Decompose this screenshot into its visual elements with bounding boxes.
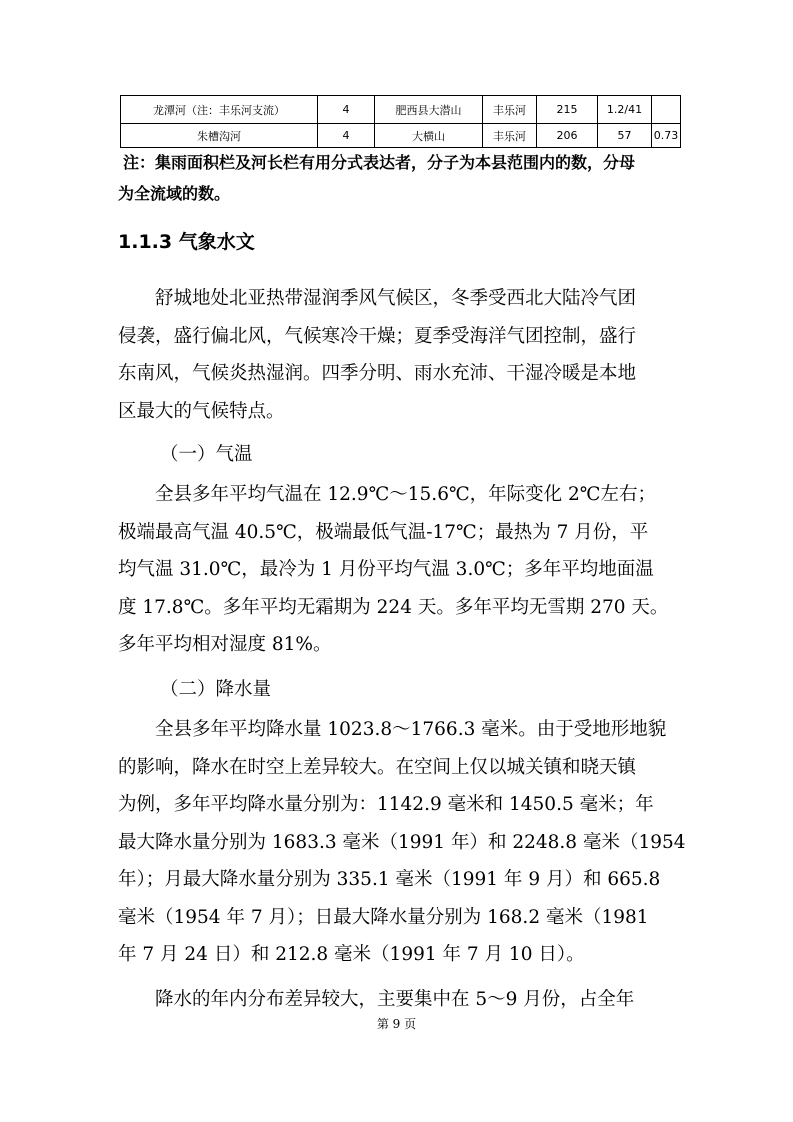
text-line: 均气温 31.0℃，最冷为 1 月份平均气温 3.0℃；多年平均地面温 bbox=[118, 559, 654, 580]
table-cell bbox=[652, 96, 681, 124]
intro-paragraph bbox=[118, 280, 678, 430]
text-line: 年）；月最大降水量分别为 335.1 毫米（1991 年 9 月）和 665.8 bbox=[118, 869, 661, 890]
table-cell: 丰乐河 bbox=[483, 96, 537, 124]
table-cell: 朱槽沟河 bbox=[121, 124, 318, 148]
table-cell: 57 bbox=[598, 124, 652, 148]
table-row bbox=[121, 96, 681, 124]
subsection-title-temperature: （一）气温 bbox=[160, 444, 253, 465]
subsection-title-precipitation: （二）降水量 bbox=[160, 679, 272, 700]
table-row bbox=[121, 124, 681, 148]
text-line: 全县多年平均气温在 12.9℃～15.6℃，年际变化 2℃左右； bbox=[155, 484, 657, 505]
precipitation-paragraph bbox=[118, 711, 686, 974]
text-line: 多年平均相对湿度 81%。 bbox=[118, 634, 332, 655]
table-cell: 0.73 bbox=[652, 124, 681, 148]
text-line: 区最大的气候特点。 bbox=[118, 400, 285, 422]
text-line: 毫米（1954 年 7 月）；日最大降水量分别为 168.2 毫米（1981 bbox=[118, 906, 649, 928]
table-cell: 大横山 bbox=[375, 124, 483, 148]
text-line: 极端最高气温 40.5℃，极端最低气温-17℃；最热为 7 月份，平 bbox=[118, 521, 649, 543]
table-cell: 4 bbox=[318, 96, 375, 124]
table-note-continued: 为全流域的数。 bbox=[118, 184, 231, 203]
text-line: 全县多年平均降水量 1023.8～1766.3 毫米。由于受地形地貌 bbox=[155, 719, 667, 740]
table-cell: 龙潭河（注：丰乐河支流） bbox=[121, 96, 318, 124]
section-title: 1.1.3 气象水文 bbox=[118, 231, 255, 253]
page-number: 第 9 页 bbox=[376, 1017, 417, 1031]
text-line: 侵袭，盛行偏北风，气候寒冷干燥；夏季受海洋气团控制，盛行 bbox=[118, 325, 637, 347]
river-table bbox=[120, 95, 681, 148]
text-line: 舒城地处北亚热带湿润季风气候区，冬季受西北大陆冷气团 bbox=[155, 288, 637, 309]
table-cell: 4 bbox=[318, 124, 375, 148]
table-cell: 206 bbox=[537, 124, 598, 148]
text-line: 度 17.8℃。多年平均无霜期为 224 天。多年平均无雪期 270 天。 bbox=[118, 596, 669, 618]
text-line: 东南风，气候炎热湿润。四季分明、雨水充沛、干湿冷暖是本地 bbox=[118, 363, 637, 384]
table-cell: 丰乐河 bbox=[483, 124, 537, 148]
text-line: 最大降水量分别为 1683.3 毫米（1991 年）和 2248.8 毫米（1954 bbox=[118, 831, 686, 853]
text-line: 降水的年内分布差异较大，主要集中在 5～9 月份，占全年 bbox=[155, 989, 635, 1010]
temperature-paragraph bbox=[118, 476, 678, 664]
text-line: 为例，多年平均降水量分别为：1142.9 毫米和 1450.5 毫米；年 bbox=[118, 794, 654, 815]
table-note: 注：集雨面积栏及河长栏有用分式表达者，分子为本县范围内的数，分母 bbox=[123, 153, 636, 172]
table-cell: 215 bbox=[537, 96, 598, 124]
text-line: 年 7 月 24 日）和 212.8 毫米（1991 年 7 月 10 日）。 bbox=[118, 944, 585, 965]
text-line: 的影响，降水在时空上差异较大。在空间上仅以城关镇和晓天镇 bbox=[118, 756, 637, 778]
distribution-paragraph bbox=[118, 981, 678, 1019]
table-cell: 肥西县大潜山 bbox=[375, 96, 483, 124]
table-cell: 1.2/41 bbox=[598, 96, 652, 124]
